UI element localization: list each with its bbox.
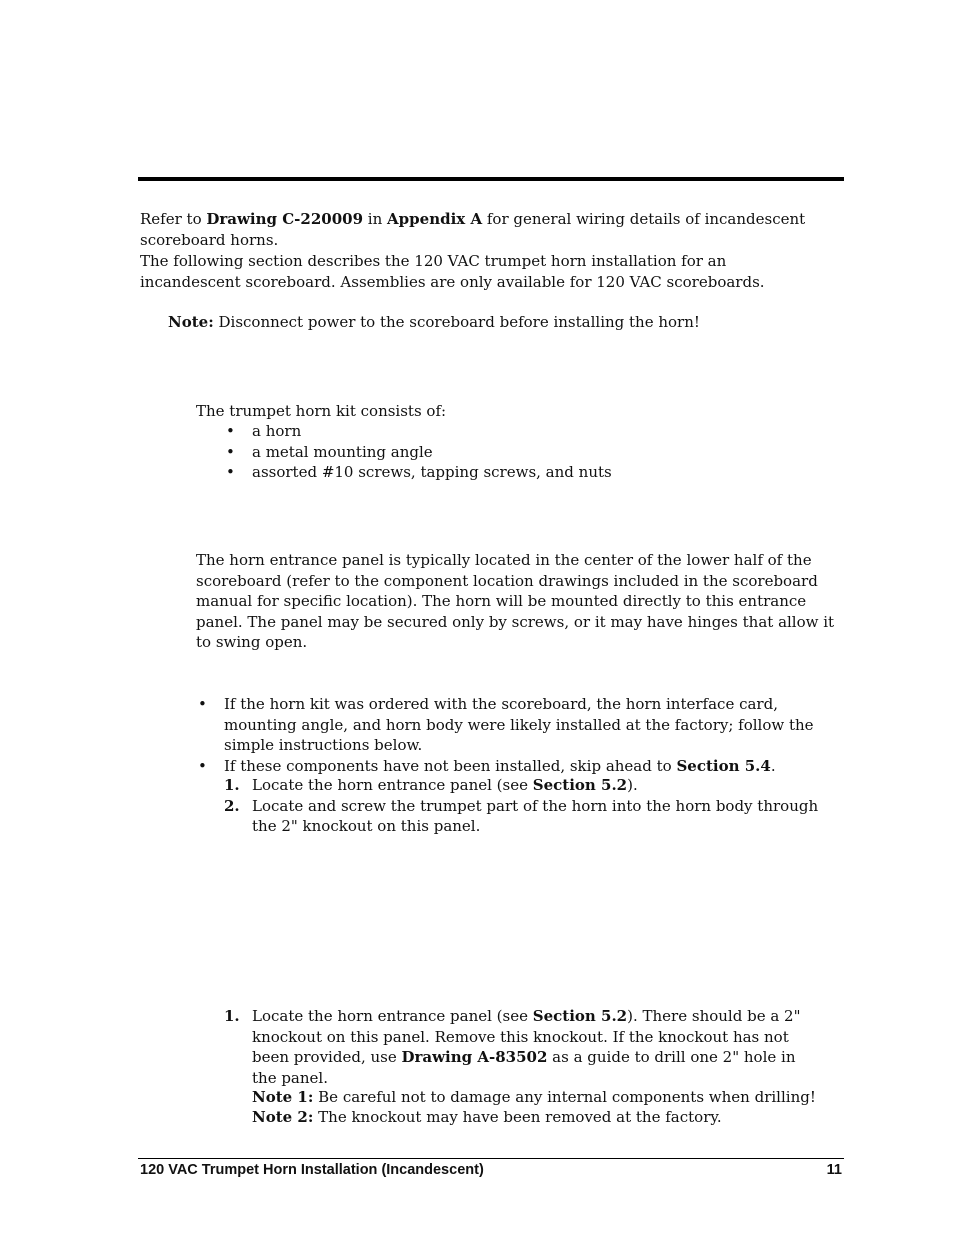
list-item: • a horn [226, 422, 302, 440]
list-item: • If these components have not been installed, skip ahead to Section 5.4. [198, 756, 776, 775]
note-1: Note 1: Be careful not to damage any internal components when drilling! [252, 1088, 816, 1106]
factory-bullets [196, 694, 844, 776]
list-item: • assorted #10 screws, tapping screws, and nuts [226, 463, 612, 481]
intro-paragraph-2: The following section describes the 120 VAC trumpet horn installation for an incandescent scoreboard. Assemblies are only available for 120 VAC scoreboards. [140, 252, 765, 291]
note-2: Note 2: The knockout may have been removed at the factory. [252, 1108, 722, 1126]
header-rule [138, 177, 844, 181]
list-item: 1. Locate the horn entrance panel (see Section 5.2). There should be a 2" knockout on this panel. Remove this knockout. If the knockout has not been provided, use Drawing A-83502 as a guide to drill one 2" hole in the panel. [224, 1007, 801, 1087]
footer-rule [138, 1158, 844, 1159]
page-number: 11 [826, 1162, 842, 1178]
panel-location-paragraph: The horn entrance panel is typically located in the center of the lower half of the scoreboard (refer to the component location drawings included in the scoreboard manual for specific location). The horn will be mounted directly to this entrance panel. The panel may be secured only by screws, or it may have hinges that allow it to swing open. [196, 551, 835, 651]
intro-paragraph-1: Refer to Drawing C-220009 in Appendix A for general wiring details of incandescent scoreboard horns. [140, 210, 806, 249]
kit-intro: The trumpet horn kit consists of: [196, 402, 447, 420]
factory-steps [224, 775, 824, 837]
install-steps [224, 1006, 824, 1088]
list-item: 1. Locate the horn entrance panel (see Section 5.2). [224, 776, 638, 794]
list-item: 2. Locate and screw the trumpet part of the horn into the horn body through the 2" knockout on this panel. [224, 796, 819, 835]
list-item: • a metal mounting angle [226, 442, 433, 461]
note-label: Note: [168, 313, 214, 331]
list-item: • If the horn kit was ordered with the scoreboard, the horn interface card, mounting angle, and horn body were likely installed at the factory; follow the simple instructions below. [198, 695, 814, 754]
kit-list [224, 421, 824, 483]
footer-title: 120 VAC Trumpet Horn Installation (Incandescent) [140, 1162, 484, 1178]
note-disconnect-power: Note: Disconnect power to the scoreboard before installing the horn! [168, 313, 700, 331]
